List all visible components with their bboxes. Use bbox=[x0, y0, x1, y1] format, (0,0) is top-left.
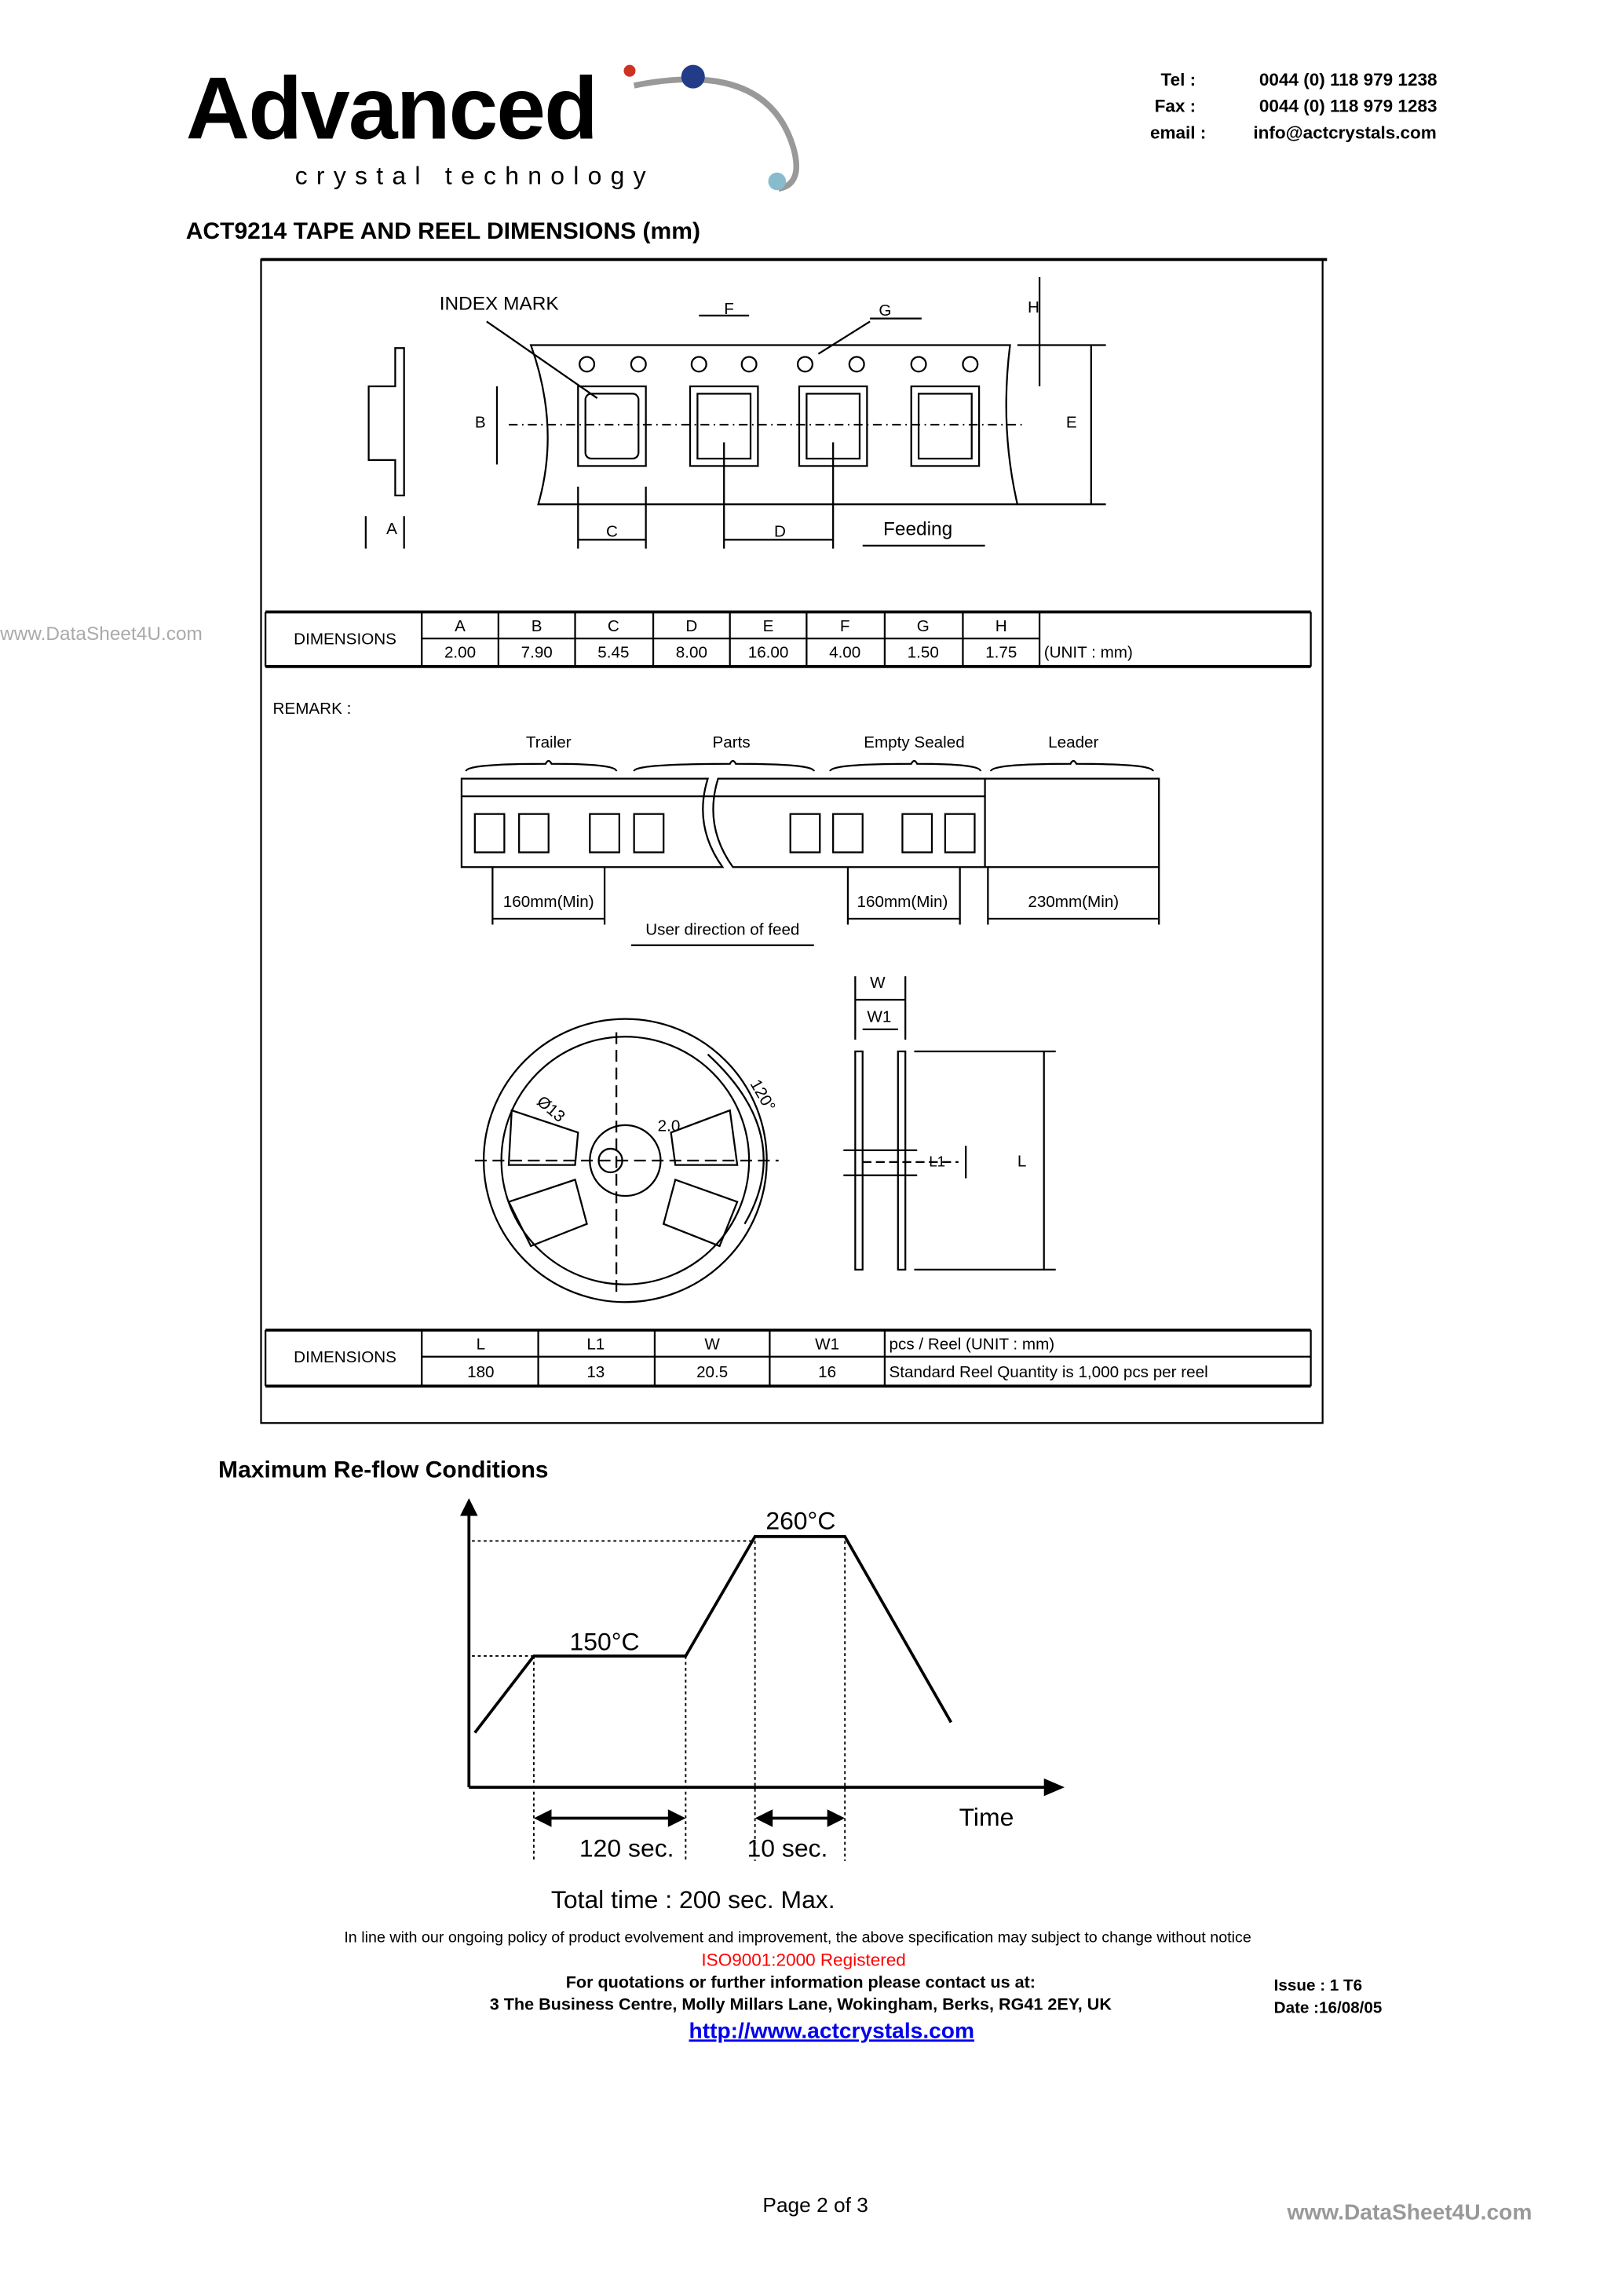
quotations-text: For quotations or further information please contact us at: bbox=[565, 1972, 1036, 1992]
dim-b-label: B bbox=[474, 413, 486, 432]
table1-value: 8.00 bbox=[675, 643, 707, 662]
table2-value: Standard Reel Quantity is 1,000 pcs per reel bbox=[889, 1363, 1208, 1382]
table2-header: W bbox=[704, 1335, 720, 1354]
feed-direction-label: User direction of feed bbox=[645, 920, 800, 939]
dim-f-label: F bbox=[724, 300, 734, 319]
diameter-label: Ø13 bbox=[533, 1092, 569, 1126]
table1-header: G bbox=[916, 616, 930, 635]
date-text: Date :16/08/05 bbox=[1273, 1998, 1383, 2017]
website-link[interactable]: http://www.actcrystals.com bbox=[689, 2018, 975, 2043]
email-label: email : bbox=[1149, 122, 1207, 143]
leader-length: 230mm(Min) bbox=[1028, 892, 1120, 911]
table1-value: 4.00 bbox=[829, 643, 861, 662]
peak-temp-label: 260°C bbox=[765, 1506, 836, 1535]
drawing-frame bbox=[261, 260, 1323, 1424]
section-empty-sealed: Empty Sealed bbox=[864, 733, 965, 752]
dim-h-label: H bbox=[1028, 298, 1039, 317]
email-value: info@actcrystals.com bbox=[1253, 122, 1437, 143]
table2-header: W1 bbox=[815, 1335, 840, 1354]
page-title: ACT9214 TAPE AND REEL DIMENSIONS (mm) bbox=[185, 218, 700, 245]
table1-header: D bbox=[685, 616, 698, 635]
soak-temp-label: 150°C bbox=[569, 1627, 640, 1656]
iso-text: ISO9001:2000 Registered bbox=[701, 1950, 906, 1970]
table1-value: 1.50 bbox=[907, 643, 939, 662]
time-axis-label: Time bbox=[959, 1802, 1014, 1831]
w1-label: W1 bbox=[867, 1007, 892, 1026]
remark-diagram bbox=[273, 700, 1160, 945]
temperature-profile-line bbox=[475, 1537, 952, 1733]
table1-header: F bbox=[839, 616, 850, 635]
notice-text: In line with our ongoing policy of product evolvement and improvement, the above specification may subject to change without notice bbox=[344, 1929, 1251, 1947]
l1-label: L1 bbox=[929, 1153, 946, 1170]
logo-sphere-blue bbox=[681, 65, 705, 89]
table1-value: 2.00 bbox=[444, 643, 477, 662]
table1-value: 5.45 bbox=[597, 643, 630, 662]
reflow-profile-diagram bbox=[460, 1498, 1065, 1914]
w-label: W bbox=[870, 974, 886, 993]
section-trailer: Trailer bbox=[525, 733, 572, 752]
address-text: 3 The Business Centre, Molly Millars Lane, Wokingham, Berks, RG41 2EY, UK bbox=[489, 1994, 1112, 2014]
contact-block bbox=[1150, 70, 1438, 143]
watermark-bottom: www.DataSheet4U.com bbox=[1287, 2199, 1532, 2225]
remark-label: REMARK : bbox=[272, 699, 352, 718]
dim-c-label: C bbox=[605, 522, 618, 541]
section-leader: Leader bbox=[1048, 733, 1099, 752]
table1-header: E bbox=[762, 616, 774, 635]
feeding-label: Feeding bbox=[883, 518, 953, 540]
table2-value: 20.5 bbox=[696, 1363, 729, 1382]
page-number: Page 2 of 3 bbox=[762, 2192, 868, 2217]
reel-dimensions-table bbox=[265, 1330, 1310, 1386]
table1-value: 16.00 bbox=[747, 643, 789, 662]
logo-sphere-red bbox=[623, 65, 635, 77]
dim-a-label: A bbox=[386, 519, 397, 538]
fax-value: 0044 (0) 118 979 1283 bbox=[1259, 96, 1438, 116]
total-time-label: Total time : 200 sec. Max. bbox=[550, 1885, 835, 1914]
table1-header: C bbox=[607, 616, 619, 635]
logo-main-text: Advanced bbox=[185, 58, 597, 158]
soak-time-label: 120 sec. bbox=[579, 1834, 674, 1863]
table1-value: 7.90 bbox=[521, 643, 553, 662]
table2-header: pcs / Reel (UNIT : mm) bbox=[889, 1335, 1055, 1354]
logo-sub-text: crystal technology bbox=[294, 161, 655, 190]
l-label: L bbox=[1017, 1152, 1027, 1171]
dim-d-label: D bbox=[774, 522, 786, 541]
tape-diagram bbox=[366, 277, 1106, 549]
tape-dimensions-table bbox=[265, 612, 1310, 666]
table1-row-label: DIMENSIONS bbox=[294, 630, 396, 649]
table2-value: 16 bbox=[818, 1363, 837, 1382]
dim-e-label: E bbox=[1065, 413, 1077, 432]
section-parts: Parts bbox=[712, 733, 751, 752]
hub-label: 2.0 bbox=[657, 1117, 681, 1135]
watermark-left: www.DataSheet4U.com bbox=[0, 623, 203, 645]
trailer-length: 160mm(Min) bbox=[502, 892, 594, 911]
reel-diagram bbox=[475, 974, 1056, 1302]
table2-value: 180 bbox=[467, 1363, 495, 1382]
footer bbox=[344, 1929, 1532, 2224]
table1-header: H bbox=[995, 616, 1007, 635]
table2-row-label: DIMENSIONS bbox=[294, 1348, 396, 1367]
issue-text: Issue : 1 T6 bbox=[1273, 1976, 1363, 1995]
tel-value: 0044 (0) 118 979 1238 bbox=[1259, 69, 1438, 90]
empty-length: 160mm(Min) bbox=[857, 892, 948, 911]
dim-g-label: G bbox=[879, 301, 892, 320]
tel-label: Tel : bbox=[1160, 69, 1196, 90]
table2-header: L bbox=[476, 1335, 486, 1354]
table2-value: 13 bbox=[586, 1363, 605, 1382]
angle-label: 120° bbox=[746, 1076, 779, 1115]
table1-header: A bbox=[455, 616, 466, 635]
table1-value: 1.75 bbox=[985, 643, 1017, 662]
fax-label: Fax : bbox=[1154, 96, 1196, 116]
table1-unit: (UNIT : mm) bbox=[1043, 643, 1133, 662]
table1-header: B bbox=[531, 616, 542, 635]
table2-header: L1 bbox=[586, 1335, 605, 1354]
peak-time-label: 10 sec. bbox=[747, 1834, 828, 1863]
reflow-title: Maximum Re-flow Conditions bbox=[218, 1457, 549, 1483]
company-logo bbox=[186, 59, 797, 191]
logo-sphere-cyan bbox=[769, 173, 787, 191]
index-mark-label: INDEX MARK bbox=[439, 293, 559, 315]
